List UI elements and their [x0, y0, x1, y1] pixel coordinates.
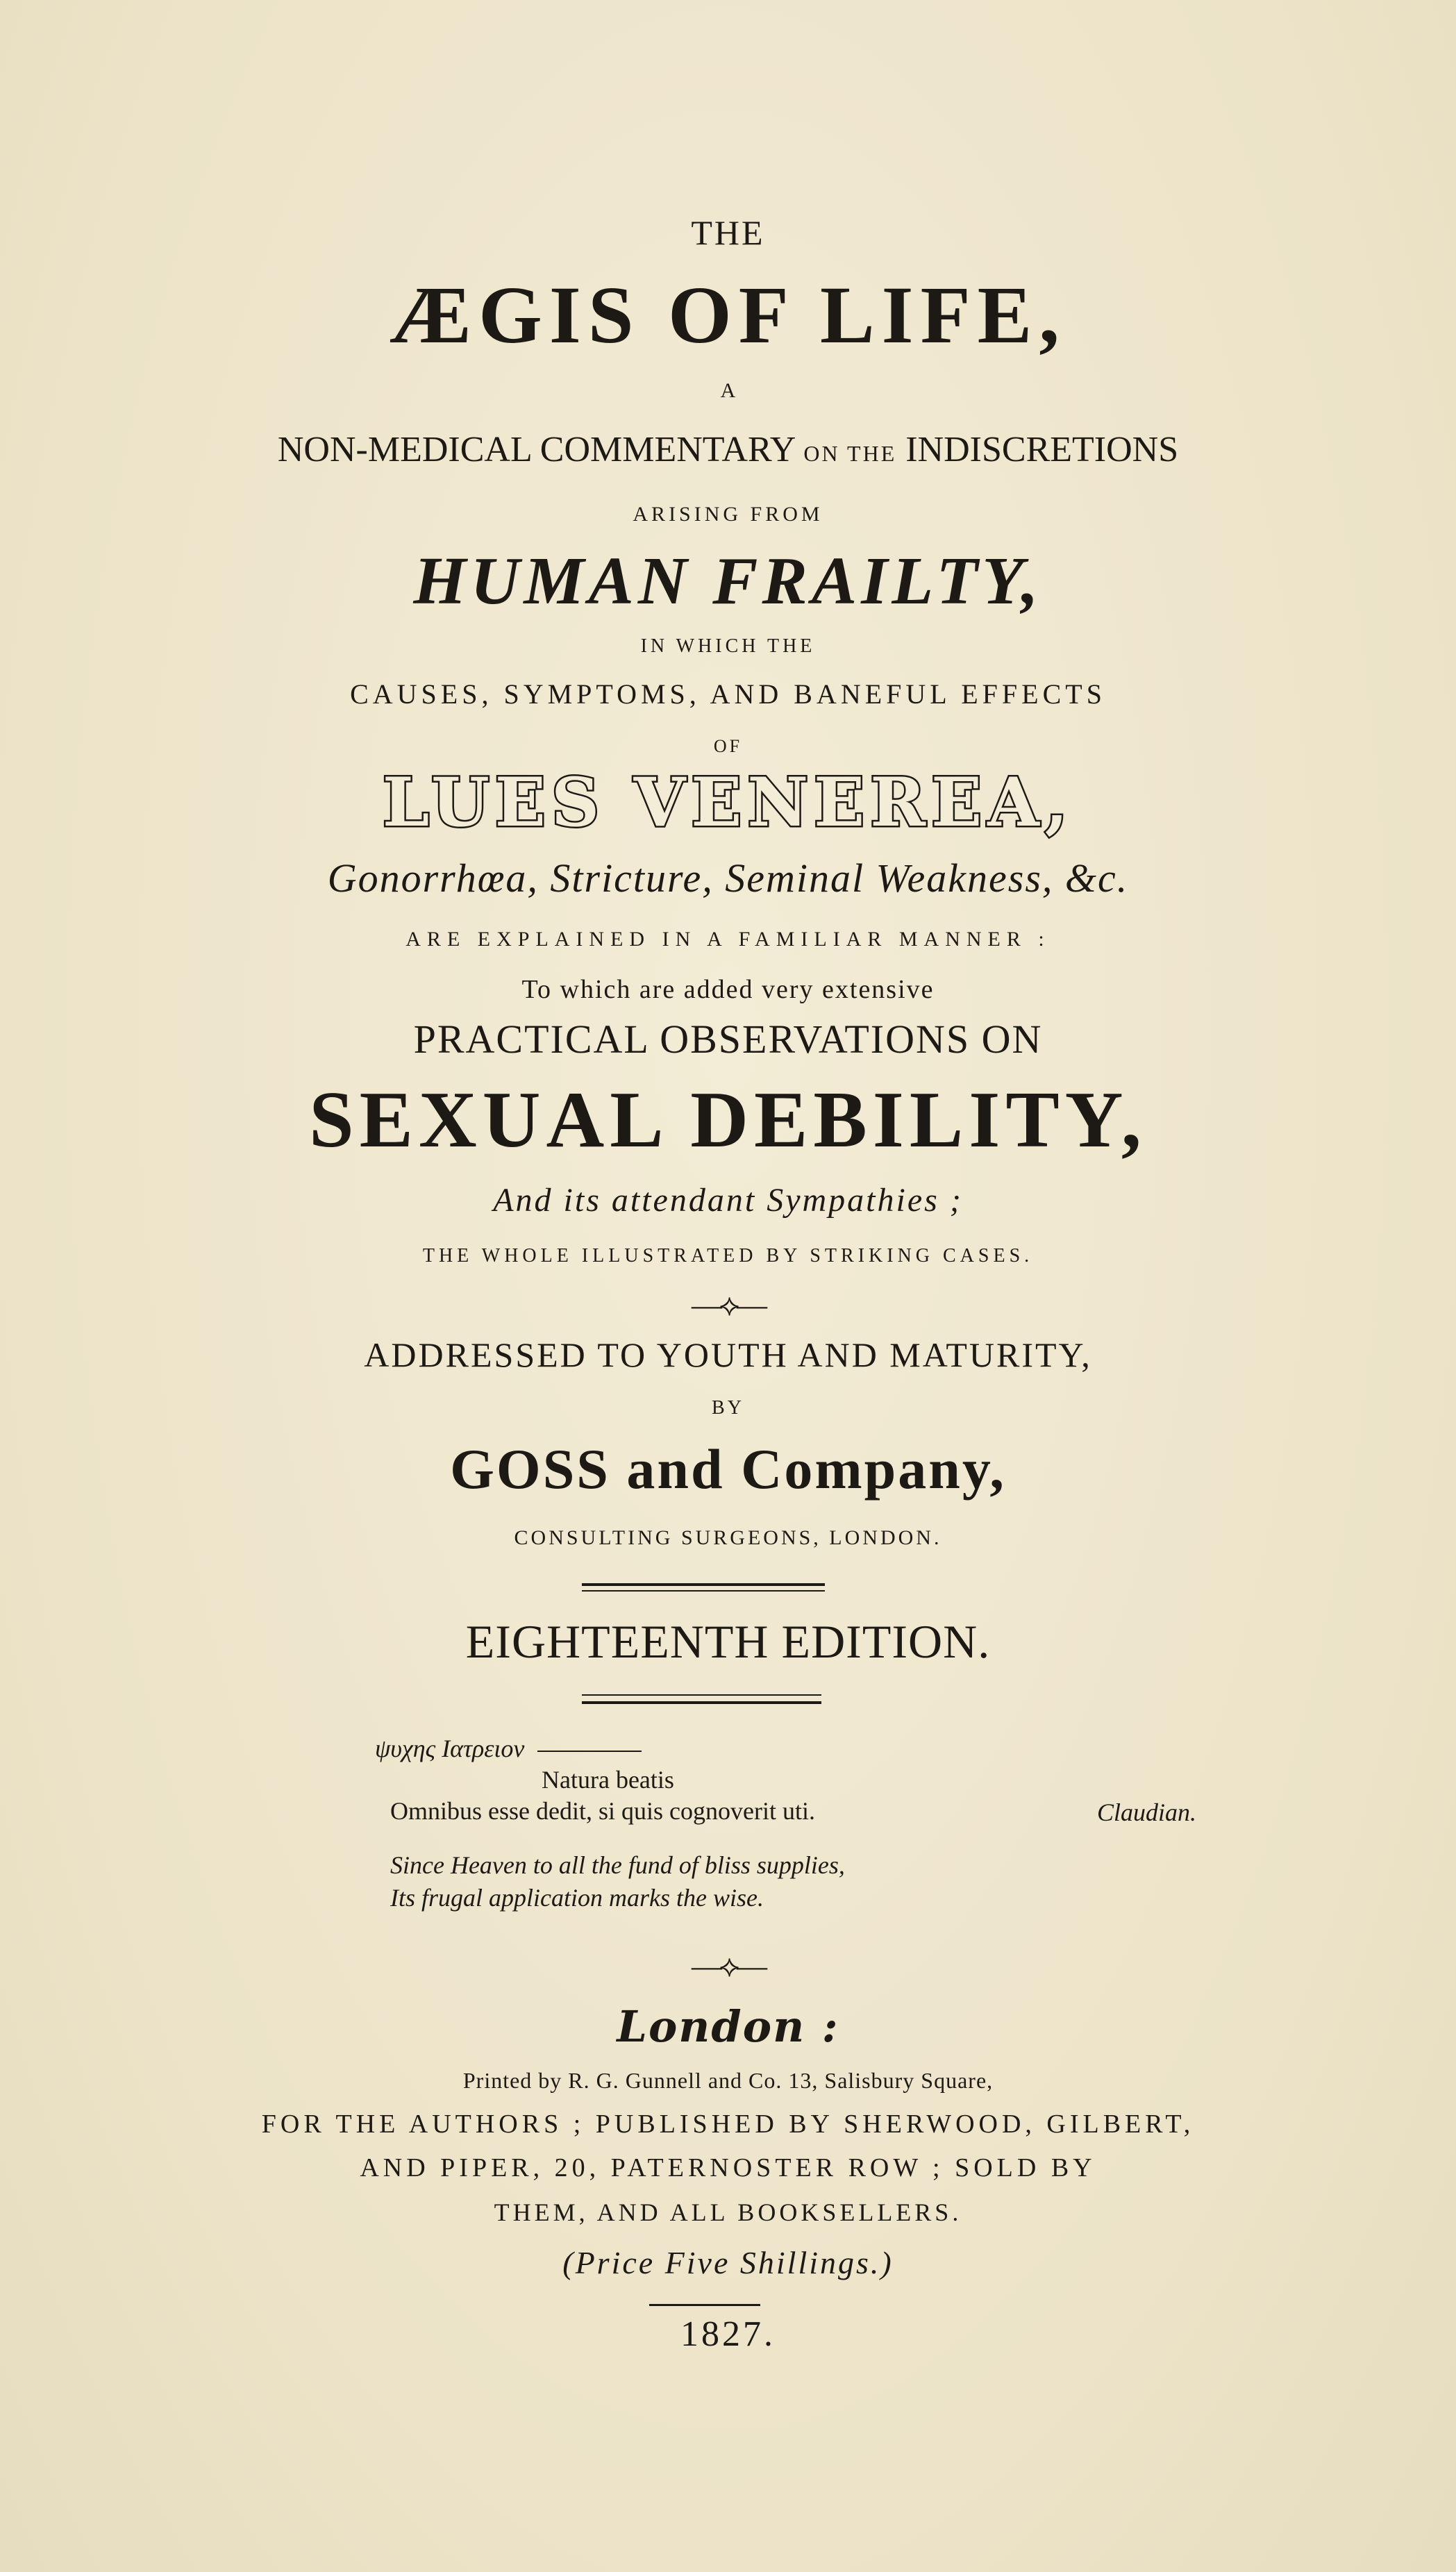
epigraph-latin-1: Natura beatis	[542, 1766, 674, 1794]
year: 1827.	[680, 2314, 776, 2354]
conditions-line: Gonorrhœa, Stricture, Seminal Weakness, &c.	[327, 855, 1129, 901]
human-frailty: HUMAN FRAILTY,	[413, 544, 1043, 619]
author: GOSS and Company,	[450, 1437, 1006, 1501]
epigraph-greek-text: ψυχης Ιατρειον	[375, 1735, 525, 1762]
by: BY	[712, 1397, 744, 1419]
epigraph-latin-2: Omnibus esse dedit, si quis cognoverit uti.	[390, 1797, 815, 1825]
imprint-city: London :	[617, 2001, 839, 2052]
year-rule	[649, 2304, 760, 2306]
publisher-line-2: AND PIPER, 20, PATERNOSTER ROW ; SOLD BY	[360, 2153, 1096, 2182]
subtitle-indiscretions: INDISCRETIONS	[905, 430, 1179, 469]
ornament-divider: —⟡—	[691, 1288, 765, 1322]
subtitle-commentary: NON-MEDICAL COMMENTARY	[277, 430, 795, 469]
epigraph-english-2: Its frugal application marks the wise.	[390, 1884, 764, 1912]
epigraph-dash	[537, 1751, 642, 1752]
attendant-line: And its attendant Sympathies ;	[493, 1182, 963, 1219]
illustrated-line: THE WHOLE ILLUSTRATED BY STRIKING CASES.	[422, 1245, 1034, 1267]
arising-from: ARISING FROM	[633, 503, 823, 526]
rule-bottom-1	[582, 1694, 821, 1696]
to-which-line: To which are added very extensive	[521, 975, 935, 1004]
price: (Price Five Shillings.)	[562, 2245, 894, 2280]
ornament-divider-2: —⟡—	[691, 1949, 765, 1983]
author-role: CONSULTING SURGEONS, LONDON.	[514, 1526, 942, 1549]
epigraph-attribution: Claudian.	[1097, 1798, 1197, 1826]
practical-observations: PRACTICAL OBSERVATIONS ON	[413, 1017, 1043, 1062]
main-title: ÆGIS OF LIFE,	[390, 269, 1066, 360]
sexual-debility: SEXUAL DEBILITY,	[309, 1076, 1147, 1164]
printer-line: Printed by R. G. Gunnell and Co. 13, Salisbury Square,	[462, 2068, 994, 2093]
in-which-the: IN WHICH THE	[640, 635, 816, 657]
publisher-line-3: THEM, AND ALL BOOKSELLERS.	[494, 2198, 962, 2226]
explained-line: ARE EXPLAINED IN A FAMILIAR MANNER :	[405, 928, 1051, 951]
rule-top-1	[582, 1583, 825, 1586]
rule-bottom-2	[582, 1701, 821, 1704]
epigraph-greek	[375, 1736, 642, 1761]
title-the: THE	[691, 213, 765, 252]
article-a: A	[720, 379, 736, 402]
rule-top-2	[582, 1590, 825, 1592]
subtitle-on-the: ON THE	[803, 441, 897, 466]
publisher-line-1: FOR THE AUTHORS ; PUBLISHED BY SHERWOOD, GILBERT,	[261, 2110, 1195, 2139]
edition: EIGHTEENTH EDITION.	[465, 1615, 991, 1668]
causes-line: CAUSES, SYMPTOMS, AND BANEFUL EFFECTS	[350, 678, 1106, 710]
subtitle-line	[0, 432, 1456, 468]
addressed-line: ADDRESSED TO YOUTH AND MATURITY,	[364, 1335, 1092, 1374]
epigraph-english-1: Since Heaven to all the fund of bliss supplies,	[390, 1851, 845, 1879]
of: OF	[713, 736, 743, 756]
lues-venerea: LUES VENEREA,	[382, 763, 1074, 842]
